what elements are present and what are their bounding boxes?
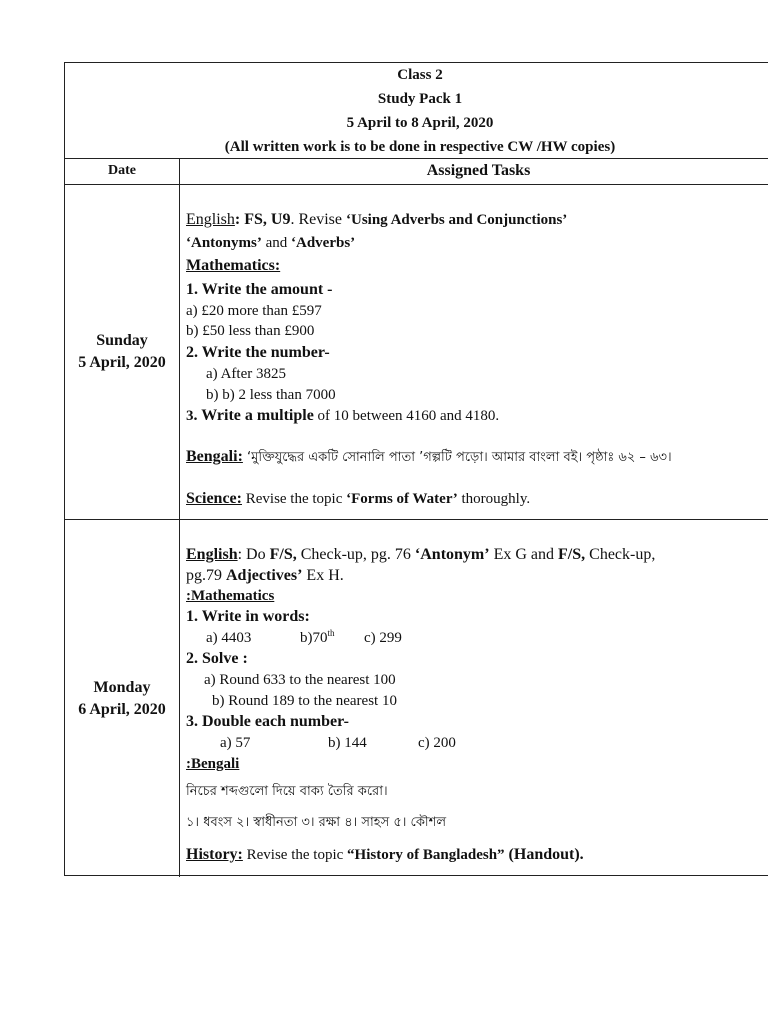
subject-label-math: :Mathematics (186, 588, 275, 604)
math-question-3: 3. Double each number- (186, 713, 349, 730)
bengali-instruction: নিচের শব্দগুলো দিয়ে বাক্য তৈরি করো। (186, 784, 388, 799)
science-task (186, 489, 530, 509)
column-header-tasks: Assigned Tasks (180, 159, 768, 185)
english-topic: ‘Antonyms’ (186, 235, 262, 251)
math-item: a) 57 (220, 735, 251, 751)
math-item: c) 299 (364, 630, 402, 646)
question-title: . Write a multiple (193, 407, 314, 424)
class-title: Class 2 (397, 67, 443, 83)
english-book-ref: F/S, (558, 546, 586, 563)
english-text: Ex G and (489, 546, 559, 563)
date-cell-sunday (65, 185, 180, 519)
math-item: b) b) 2 less than 7000 (206, 387, 336, 403)
subject-label-math: Mathematics: (186, 257, 281, 274)
pack-title: Study Pack 1 (377, 91, 463, 107)
day-date: 6 April, 2020 (78, 700, 166, 718)
math-item: a) After 3825 (206, 366, 286, 382)
english-text: pg.79 (186, 567, 226, 584)
math-item: b) 144 (328, 735, 367, 751)
subject-label: Science: (186, 490, 242, 507)
english-text: . Revise (290, 211, 346, 228)
math-item: b) £50 less than £900 (186, 323, 315, 339)
question-number: 3 (186, 408, 194, 424)
math-item: c) 200 (418, 735, 456, 751)
english-text: Ex H. (302, 567, 344, 584)
subject-label: English (186, 211, 235, 228)
tasks-cell-sunday (186, 185, 768, 519)
english-text: Check-up, pg. 76 (296, 546, 415, 563)
english-task (186, 545, 655, 565)
ordinal-suffix: th (327, 628, 335, 638)
date-cell-monday (65, 520, 180, 877)
english-task-cont (186, 566, 344, 586)
english-text: : Do (237, 546, 270, 563)
table-row-monday (65, 520, 768, 877)
instructions-note: (All written work is to be done in respective CW /HW copies) (224, 139, 616, 155)
history-text: Revise the topic (242, 847, 348, 863)
tasks-cell-monday (186, 520, 768, 877)
english-task (186, 210, 567, 230)
subject-label: English (186, 546, 238, 563)
subject-label: Bengali: (186, 448, 243, 465)
english-task-cont (186, 233, 355, 253)
day-name: Monday (93, 678, 151, 696)
day-date: 5 April, 2020 (78, 354, 166, 371)
math-question-2: 2. Solve : (186, 650, 248, 667)
subject-label: History: (186, 846, 243, 863)
english-book-ref: F/S, (269, 546, 297, 563)
table-header (65, 63, 768, 159)
date-range: 5 April to 8 April, 2020 (346, 115, 494, 131)
english-text: and (261, 235, 292, 251)
science-topic: ‘Forms of Water’ (346, 491, 458, 507)
english-topic: Adjectives’ (226, 567, 303, 584)
english-book-ref: : FS, U9 (234, 211, 291, 228)
day-name: Sunday (96, 332, 148, 349)
subject-label-bengali: :Bengali (186, 756, 240, 772)
study-pack-table (64, 62, 768, 876)
math-item: a) Round 633 to the nearest 100 (204, 672, 396, 688)
english-topic: ‘Antonym’ (414, 546, 490, 563)
math-item (300, 628, 335, 648)
english-topic: ‘Adverbs’ (291, 235, 356, 251)
column-header-date: Date (65, 159, 180, 185)
math-item: b) Round 189 to the nearest 10 (212, 693, 397, 709)
math-item-text: b)70 (300, 630, 328, 646)
science-text: thoroughly. (457, 491, 531, 507)
math-question-1: 1. Write in words: (186, 608, 310, 625)
english-text: Check-up, (585, 546, 656, 563)
bengali-task (186, 447, 672, 468)
question-text: of 10 between 4160 and 4180. (313, 408, 500, 424)
math-question-1: 1. Write the amount - (186, 281, 333, 298)
table-row-sunday (65, 185, 768, 520)
history-task (186, 845, 584, 865)
english-topic: ‘Using Adverbs and Conjunctions’ (346, 212, 568, 228)
science-text: Revise the topic (241, 491, 347, 507)
history-text: (Handout). (504, 846, 584, 863)
bengali-word-list: ১। ধবংস ২। স্বাধীনতা ৩। রক্ষা ৪। সাহস ৫। কৌশল (186, 815, 447, 830)
math-question-3 (186, 406, 499, 426)
history-topic: “History of Bangladesh” (347, 847, 505, 863)
bengali-text: ‘মুক্তিযুদ্ধের একটি সোনালি পাতা ’গল্পটি পড়ো। আমার বাংলা বই। পৃষ্ঠাঃ ৬২ – ৬৩। (242, 450, 672, 465)
math-item: a) £20 more than £597 (186, 303, 322, 319)
math-question-2: 2. Write the number- (186, 344, 330, 361)
math-item: a) 4403 (206, 630, 252, 646)
